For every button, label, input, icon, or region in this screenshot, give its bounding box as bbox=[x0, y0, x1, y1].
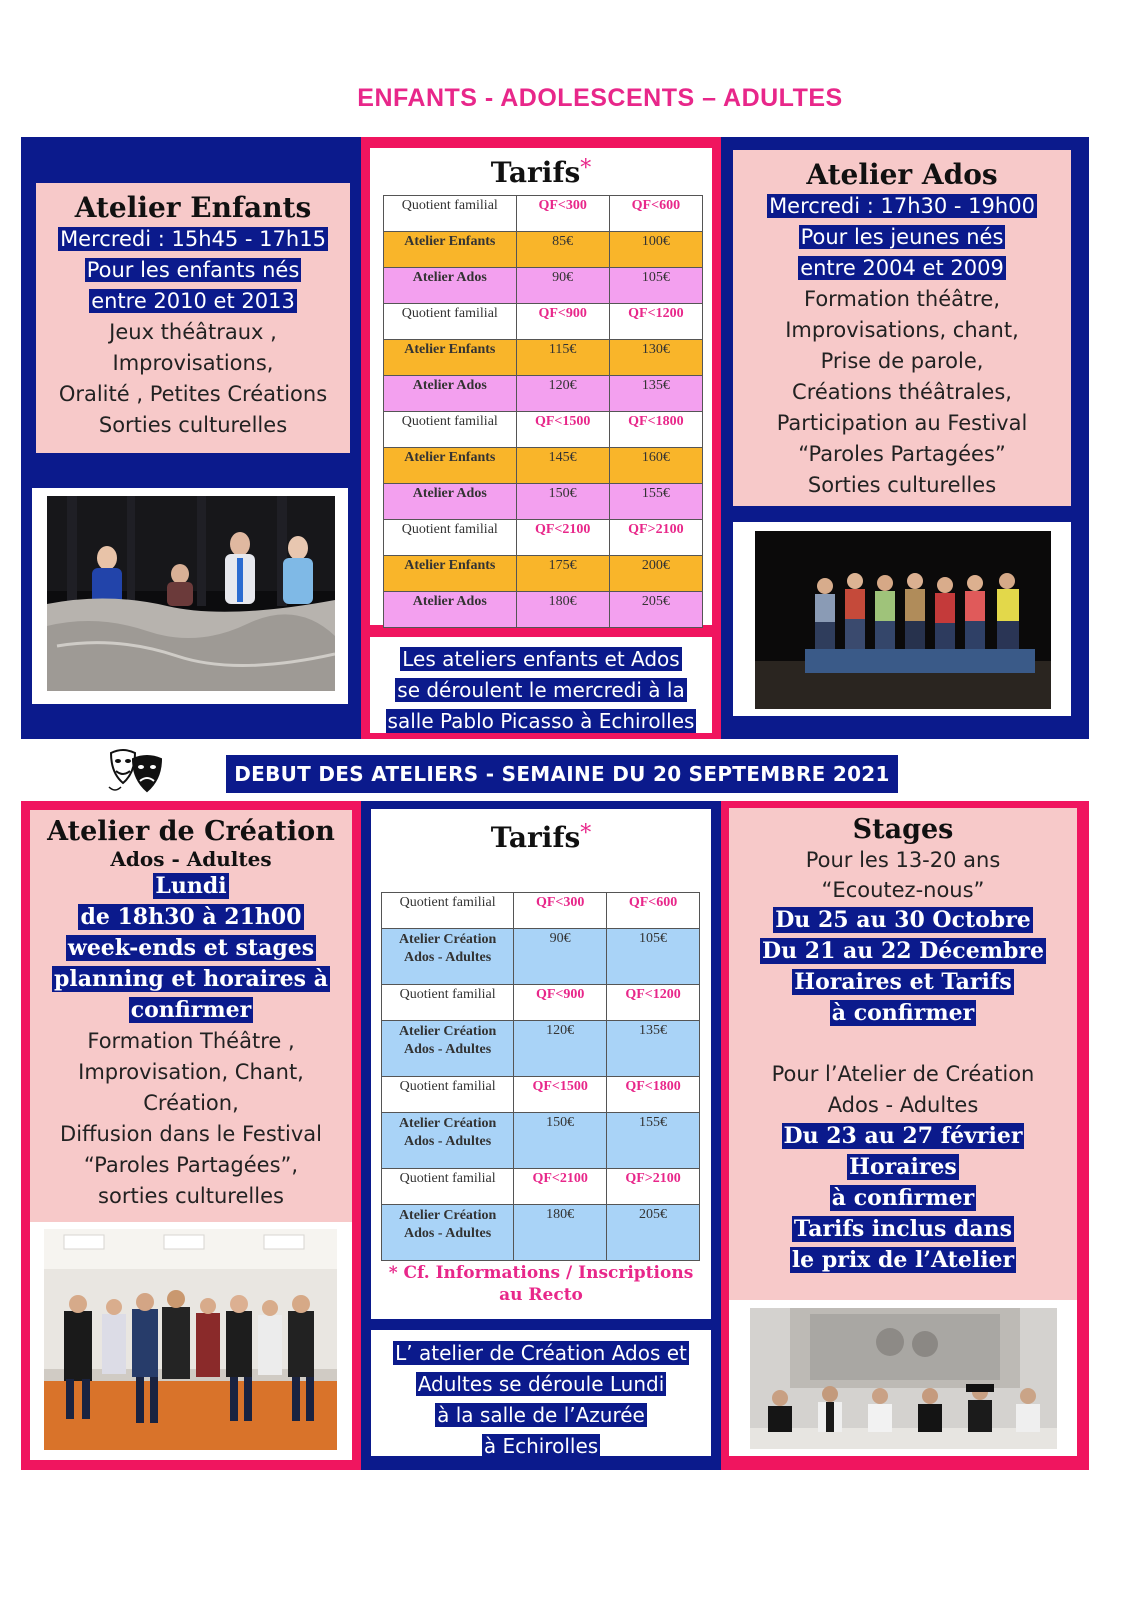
start-date-banner-text: DEBUT DES ATELIERS - SEMAINE DU 20 SEPTEMBRE 2021 bbox=[234, 762, 890, 786]
enfants-highlight: entre 2010 et 2013 bbox=[91, 289, 295, 313]
tarif-price-cell: 180€ bbox=[516, 592, 609, 628]
creation-highlight-line bbox=[30, 871, 352, 902]
tarif-price-cell: 135€ bbox=[607, 1021, 700, 1077]
tarif-qf-row bbox=[382, 1077, 700, 1113]
stages-highlight: Horaires et Tarifs bbox=[794, 969, 1012, 995]
creation-highlight: Lundi bbox=[155, 873, 227, 899]
ados-info-box bbox=[733, 150, 1071, 506]
tarif-qf-cell: QF>2100 bbox=[609, 520, 702, 556]
stages-highlight-line bbox=[729, 1121, 1077, 1152]
tarif-qf-row bbox=[384, 304, 703, 340]
tarif-price-cell: 100€ bbox=[609, 232, 702, 268]
theatre-masks-icon bbox=[105, 747, 167, 795]
creation-info-box bbox=[30, 810, 352, 1222]
tarif-price-cell: 145€ bbox=[516, 448, 609, 484]
stages-heading: Stages bbox=[852, 814, 954, 845]
tarif-name-cell bbox=[382, 929, 514, 985]
tarif-price-cell: 160€ bbox=[609, 448, 702, 484]
creation-highlight-line bbox=[30, 902, 352, 933]
creation-photo bbox=[44, 1229, 337, 1450]
creation-text: Création, bbox=[143, 1091, 239, 1115]
tarif-qf-cell: QF<1500 bbox=[516, 412, 609, 448]
tarif-name-cell bbox=[382, 1205, 514, 1261]
creation-highlight: planning et horaires à bbox=[54, 966, 328, 992]
creation-highlight: de 18h30 à 21h00 bbox=[80, 904, 302, 930]
stages-highlight-line bbox=[729, 936, 1077, 967]
stages-highlight-line bbox=[729, 1183, 1077, 1214]
tarif-qf-cell: QF<1200 bbox=[609, 304, 702, 340]
creation-text: Diffusion dans le Festival bbox=[60, 1122, 322, 1146]
tarif-qf-cell: QF<2100 bbox=[514, 1169, 607, 1205]
enfants-photo bbox=[47, 496, 335, 691]
tarifs-bottom-note-line bbox=[371, 1338, 711, 1369]
page-title: ENFANTS - ADOLESCENTS – ADULTES bbox=[357, 84, 843, 112]
tarif-qf-cell: QF<300 bbox=[516, 196, 609, 232]
ados-text: Participation au Festival bbox=[776, 411, 1028, 435]
tarif-qf-cell: QF<600 bbox=[607, 893, 700, 929]
tarif-label-cell: Quotient familial bbox=[382, 985, 514, 1021]
tarif-qf-cell: QF<900 bbox=[514, 985, 607, 1021]
tarif-name-line: Ados - Adultes bbox=[404, 1134, 492, 1149]
stages-text: Pour l’Atelier de Création bbox=[771, 1062, 1035, 1086]
tarif-price-cell: 90€ bbox=[514, 929, 607, 985]
stages-highlight: Du 21 au 22 Décembre bbox=[762, 938, 1044, 964]
tarifs-bottom-heading: Tarifs bbox=[490, 821, 581, 854]
ados-highlight-line bbox=[733, 191, 1071, 222]
tarif-enfants-row bbox=[384, 556, 703, 592]
stages-highlight-line bbox=[729, 1152, 1077, 1183]
start-date-banner bbox=[226, 755, 898, 793]
tarif-qf-cell: QF<300 bbox=[514, 893, 607, 929]
stages-text: Ados - Adultes bbox=[827, 1093, 979, 1117]
tarif-name-cell: Atelier Ados bbox=[384, 484, 517, 520]
tarif-price-cell: 120€ bbox=[516, 376, 609, 412]
stages-text: “Ecoutez-nous” bbox=[821, 878, 985, 902]
tarif-ados-row bbox=[384, 268, 703, 304]
creation-highlight: confirmer bbox=[130, 997, 252, 1023]
tarif-name-cell: Atelier Enfants bbox=[384, 556, 517, 592]
tarif-qf-row bbox=[384, 196, 703, 232]
tarif-name-line: Ados - Adultes bbox=[404, 950, 492, 965]
enfants-text: Sorties culturelles bbox=[98, 413, 288, 437]
enfants-highlight: Mercredi : 15h45 - 17h15 bbox=[60, 227, 326, 251]
tarif-label-cell: Quotient familial bbox=[384, 412, 517, 448]
tarifs-top-heading: Tarifs bbox=[490, 156, 581, 189]
tarif-ados-row bbox=[384, 592, 703, 628]
tarifs-bottom-note: Adultes se déroule Lundi bbox=[417, 1372, 665, 1396]
tarif-label-cell: Quotient familial bbox=[382, 1169, 514, 1205]
tarif-price-cell: 90€ bbox=[516, 268, 609, 304]
tarif-price-cell: 115€ bbox=[516, 340, 609, 376]
stages-highlight: le prix de l’Atelier bbox=[791, 1247, 1015, 1273]
tarif-price-cell: 105€ bbox=[609, 268, 702, 304]
ados-highlight: Pour les jeunes nés bbox=[800, 225, 1004, 249]
stages-highlight-line bbox=[729, 1245, 1077, 1276]
tarifs-top-note-line bbox=[370, 675, 712, 706]
tarif-ados-row bbox=[384, 484, 703, 520]
tarif-price-cell: 205€ bbox=[609, 592, 702, 628]
stages-highlight: Du 23 au 27 février bbox=[783, 1123, 1023, 1149]
tarif-price-cell: 175€ bbox=[516, 556, 609, 592]
ados-text: Sorties culturelles bbox=[807, 473, 997, 497]
creation-subheading: Ados - Adultes bbox=[110, 847, 272, 871]
tarif-qf-row bbox=[382, 893, 700, 929]
tarif-qf-cell: QF<900 bbox=[516, 304, 609, 340]
tarif-label-cell: Quotient familial bbox=[384, 196, 517, 232]
tarif-label-cell: Quotient familial bbox=[382, 893, 514, 929]
tarif-ados-row bbox=[384, 376, 703, 412]
creation-text: Improvisation, Chant, bbox=[78, 1060, 304, 1084]
tarif-price-cell: 150€ bbox=[516, 484, 609, 520]
tarif-qf-cell: QF<2100 bbox=[516, 520, 609, 556]
tarifs-bottom-note-box bbox=[371, 1330, 711, 1456]
tarifs-top-note: se déroulent le mercredi à la bbox=[397, 678, 685, 702]
tarif-qf-row bbox=[384, 520, 703, 556]
enfants-text: Improvisations, bbox=[112, 351, 274, 375]
tarif-price-cell: 180€ bbox=[514, 1205, 607, 1261]
tarif-creation-row bbox=[382, 929, 700, 985]
tarif-price-cell: 200€ bbox=[609, 556, 702, 592]
tarif-qf-row bbox=[382, 1169, 700, 1205]
tarifs-bottom-note: à Echirolles bbox=[483, 1434, 599, 1458]
tarif-creation-row bbox=[382, 1021, 700, 1077]
tarif-qf-row bbox=[384, 412, 703, 448]
tarifs-bottom-table bbox=[381, 892, 700, 1261]
tarif-qf-cell: QF<1800 bbox=[609, 412, 702, 448]
creation-highlight-line bbox=[30, 933, 352, 964]
tarif-qf-cell: QF<1200 bbox=[607, 985, 700, 1021]
tarif-price-cell: 150€ bbox=[514, 1113, 607, 1169]
ados-highlight-line bbox=[733, 222, 1071, 253]
tarif-creation-row bbox=[382, 1113, 700, 1169]
tarif-price-cell: 205€ bbox=[607, 1205, 700, 1261]
tarifs-bottom-note: à la salle de l’Azurée bbox=[437, 1403, 645, 1427]
tarifs-top-note-line bbox=[370, 644, 712, 675]
tarif-price-cell: 120€ bbox=[514, 1021, 607, 1077]
tarif-name-line: Atelier Création bbox=[398, 932, 497, 947]
tarif-label-cell: Quotient familial bbox=[384, 304, 517, 340]
tarifs-bottom-note-line bbox=[371, 1431, 711, 1462]
tarif-price-cell: 105€ bbox=[607, 929, 700, 985]
tarif-name-cell bbox=[382, 1021, 514, 1077]
tarifs-top-note: Les ateliers enfants et Ados bbox=[402, 647, 680, 671]
creation-text: sorties culturelles bbox=[98, 1184, 284, 1208]
tarif-qf-cell: QF<600 bbox=[609, 196, 702, 232]
enfants-highlight: Pour les enfants nés bbox=[86, 258, 300, 282]
tarif-qf-cell: QF<1500 bbox=[514, 1077, 607, 1113]
enfants-heading: Atelier Enfants bbox=[74, 191, 312, 224]
ados-text: Créations théâtrales, bbox=[792, 380, 1012, 404]
ados-highlight: Mercredi : 17h30 - 19h00 bbox=[769, 194, 1035, 218]
tarif-price-cell: 155€ bbox=[607, 1113, 700, 1169]
tarifs-top-note-line bbox=[370, 706, 712, 737]
tarif-name-cell: Atelier Enfants bbox=[384, 448, 517, 484]
ados-text: Improvisations, chant, bbox=[785, 318, 1019, 342]
stages-text: Pour les 13-20 ans bbox=[805, 848, 1001, 872]
creation-text: “Paroles Partagées”, bbox=[83, 1153, 299, 1177]
tarif-name-line: Ados - Adultes bbox=[404, 1042, 492, 1057]
tarif-label-cell: Quotient familial bbox=[384, 520, 517, 556]
tarifs-bottom-footnote: au Recto bbox=[499, 1285, 583, 1305]
stages-info-box bbox=[729, 808, 1077, 1300]
tarif-name-line: Atelier Création bbox=[398, 1116, 497, 1131]
tarif-name-cell bbox=[382, 1113, 514, 1169]
stages-highlight-line bbox=[729, 967, 1077, 998]
stages-highlight: Tarifs inclus dans bbox=[793, 1216, 1013, 1242]
tarifs-bottom-note-line bbox=[371, 1369, 711, 1400]
tarif-price-cell: 130€ bbox=[609, 340, 702, 376]
tarif-enfants-row bbox=[384, 232, 703, 268]
tarif-enfants-row bbox=[384, 448, 703, 484]
stages-highlight-line bbox=[729, 1214, 1077, 1245]
stages-photo bbox=[750, 1308, 1057, 1449]
tarif-name-line: Atelier Création bbox=[398, 1024, 497, 1039]
tarif-price-cell: 85€ bbox=[516, 232, 609, 268]
creation-highlight: week-ends et stages bbox=[67, 935, 315, 961]
creation-heading: Atelier de Création bbox=[47, 816, 335, 847]
tarif-creation-row bbox=[382, 1205, 700, 1261]
creation-highlight-line bbox=[30, 995, 352, 1026]
tarif-qf-cell: QF<1800 bbox=[607, 1077, 700, 1113]
enfants-text: Jeux théâtraux , bbox=[109, 320, 277, 344]
tarifs-top-note: salle Pablo Picasso à Echirolles bbox=[387, 709, 695, 733]
stages-highlight-line bbox=[729, 905, 1077, 936]
tarif-name-cell: Atelier Ados bbox=[384, 592, 517, 628]
ados-photo bbox=[755, 531, 1051, 709]
tarif-name-line: Ados - Adultes bbox=[404, 1226, 492, 1241]
ados-text: Prise de parole, bbox=[820, 349, 984, 373]
tarif-name-line: Atelier Création bbox=[398, 1208, 497, 1223]
tarif-qf-cell: QF>2100 bbox=[607, 1169, 700, 1205]
tarifs-top-star: * bbox=[580, 156, 592, 181]
tarif-name-cell: Atelier Enfants bbox=[384, 340, 517, 376]
tarifs-bottom-note: L’ atelier de Création Ados et bbox=[395, 1341, 687, 1365]
stages-highlight: Du 25 au 30 Octobre bbox=[775, 907, 1031, 933]
enfants-info-box bbox=[36, 183, 350, 453]
creation-text: Formation Théâtre , bbox=[87, 1029, 295, 1053]
tarif-name-cell: Atelier Ados bbox=[384, 268, 517, 304]
tarifs-top-note-box bbox=[370, 637, 712, 733]
tarif-qf-row bbox=[382, 985, 700, 1021]
enfants-highlight-line bbox=[36, 255, 350, 286]
stages-highlight: à confirmer bbox=[831, 1185, 975, 1211]
tarifs-top-table bbox=[383, 195, 703, 628]
tarif-price-cell: 155€ bbox=[609, 484, 702, 520]
ados-highlight: entre 2004 et 2009 bbox=[800, 256, 1004, 280]
tarifs-bottom-star: * bbox=[580, 821, 592, 846]
enfants-highlight-line bbox=[36, 224, 350, 255]
tarif-enfants-row bbox=[384, 340, 703, 376]
stages-highlight: à confirmer bbox=[831, 1000, 975, 1026]
tarif-label-cell: Quotient familial bbox=[382, 1077, 514, 1113]
ados-highlight-line bbox=[733, 253, 1071, 284]
creation-highlight-line bbox=[30, 964, 352, 995]
ados-text: “Paroles Partagées” bbox=[798, 442, 1006, 466]
enfants-text: Oralité , Petites Créations bbox=[58, 382, 328, 406]
tarif-name-cell: Atelier Enfants bbox=[384, 232, 517, 268]
tarifs-bottom-note-line bbox=[371, 1400, 711, 1431]
tarif-name-cell: Atelier Ados bbox=[384, 376, 517, 412]
ados-text: Formation théâtre, bbox=[803, 287, 1000, 311]
stages-highlight-line bbox=[729, 998, 1077, 1029]
enfants-highlight-line bbox=[36, 286, 350, 317]
ados-heading: Atelier Ados bbox=[806, 158, 998, 191]
stages-highlight: Horaires bbox=[849, 1154, 957, 1180]
tarifs-bottom-footnote: * Cf. Informations / Inscriptions bbox=[388, 1263, 694, 1283]
tarif-price-cell: 135€ bbox=[609, 376, 702, 412]
